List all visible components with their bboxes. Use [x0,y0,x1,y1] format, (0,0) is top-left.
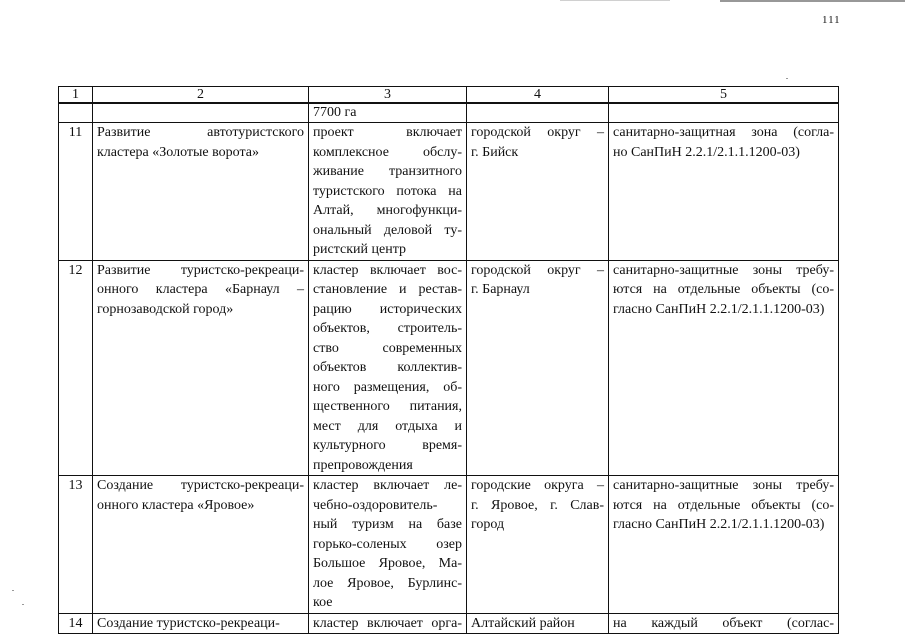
document-table [58,86,839,634]
cell-text-line: Создание туристско-рекреаци- [97,478,304,493]
cell-name [93,613,309,634]
cell-description [309,103,467,123]
cell-text-line: санитарно-защитные зоны требу- [613,478,834,493]
cell-location [467,613,609,634]
cell-text-line: город [471,517,505,532]
cell-text-line: объектов коллектив- [313,360,462,375]
cell-location [467,260,609,476]
cell-text-line: 7700 га [313,105,357,120]
cell-restrictions [609,260,839,476]
cell-text-line: г. Бийск [471,144,519,160]
cell-row-number: 14 [59,613,93,634]
column-header-2: 2 [93,87,309,104]
cell-name [93,260,309,476]
cell-text-line: гласно СанПиН 2.2.1/2.1.1.1200-03) [613,517,825,532]
cell-text-line: проект включает [313,125,462,140]
table-row [59,476,839,614]
cell-text-line: становление и рестав- [313,282,462,297]
cell-row-number: 12 [59,260,93,476]
cell-text-line: Развитие туристско-рекреаци- [97,262,304,278]
cell-text-line: г. Яровое, г. Слав- [471,497,604,513]
cell-text-line: кластер включает вос- [313,262,462,278]
cell-text-line: ются на отдельные объекты (со- [613,497,834,513]
cell-text-line: санитарно-защитная зона (согла- [613,125,834,140]
cell-location [467,123,609,261]
scan-speck [22,604,24,605]
cell-text-line: ство современных [313,340,462,356]
cell-row-number: 11 [59,123,93,261]
cell-text-line: лое Яровое, Бурлинс- [313,575,462,591]
scan-edge-mark-faint [560,0,670,1]
cell-text-line: горько-соленых озер [313,536,462,552]
cell-text-line: кластера «Золотые ворота» [97,144,259,160]
cell-text-line: комплексное обслу- [313,144,462,160]
cell-row-number [59,103,93,123]
table-row [59,103,839,123]
cell-row-number: 13 [59,476,93,614]
cell-text-line: городской округ – [471,262,604,278]
scan-speck [786,78,788,79]
cell-text-line: городской округ – [471,125,604,140]
cell-text-line: Развитие автотуристского [97,125,304,140]
cell-text-line: объектов, строитель- [313,321,462,336]
column-header-3: 3 [309,87,467,104]
cell-text-line: г. Барнаул [471,282,530,297]
cell-description [309,476,467,614]
header-row [59,87,839,104]
cell-name [93,123,309,261]
cell-text-line: онного кластера «Яровое» [97,497,255,513]
scan-speck [12,590,14,591]
cell-description [309,260,467,476]
cell-text-line: препровождения [313,457,413,473]
cell-text-line: культурного время- [313,438,462,453]
cell-name [93,103,309,123]
page-number: 111 [822,14,841,26]
cell-text-line: живание транзитного [313,164,462,179]
table-body [59,103,839,634]
cell-text-line: городские округа – [471,478,604,493]
scan-edge-mark [720,0,905,2]
cell-text-line: кластер включает орга- [313,615,462,631]
cell-text-line: ристский центр [313,242,406,257]
table-row [59,260,839,476]
cell-text-line: Алтайский район [471,615,575,631]
cell-text-line: но СанПиН 2.2.1/2.1.1.1200-03) [613,144,800,160]
cell-text-line: ного размещения, об- [313,379,462,395]
cell-name [93,476,309,614]
cell-text-line: на каждый объект (соглас- [613,615,834,631]
table-row [59,123,839,261]
cell-text-line: чебно-оздоровитель- [313,497,438,513]
cell-text-line: онного кластера «Барнаул – [97,282,304,297]
cell-text-line: Большое Яровое, Ма- [313,556,462,571]
cell-text-line: кластер включает ле- [313,478,462,493]
cell-location [467,476,609,614]
cell-text-line: ный туризм на базе [313,517,462,532]
cell-restrictions [609,103,839,123]
cell-text-line: Алтай, многофункци- [313,203,462,218]
cell-text-line: щественного питания, [313,399,462,414]
cell-restrictions [609,123,839,261]
cell-text-line: горнозаводской город» [97,301,234,317]
cell-text-line: гласно СанПиН 2.2.1/2.1.1.1200-03) [613,301,825,317]
cell-text-line: ются на отдельные объекты (со- [613,282,834,297]
column-header-1: 1 [59,87,93,104]
cell-text-line: туристского потока на [313,183,462,199]
column-header-5: 5 [609,87,839,104]
cell-restrictions [609,613,839,634]
cell-description [309,613,467,634]
cell-text-line: кое [313,595,333,610]
cell-text-line: ональный деловой ту- [313,222,462,238]
cell-text-line: Создание туристско-рекреаци- [97,615,280,631]
column-header-4: 4 [467,87,609,104]
cell-location [467,103,609,123]
cell-description [309,123,467,261]
cell-text-line: мест для отдыха и [313,418,462,434]
cell-text-line: рацию исторических [313,301,462,317]
cell-text-line: санитарно-защитные зоны требу- [613,262,834,278]
cell-restrictions [609,476,839,614]
table-row [59,613,839,634]
